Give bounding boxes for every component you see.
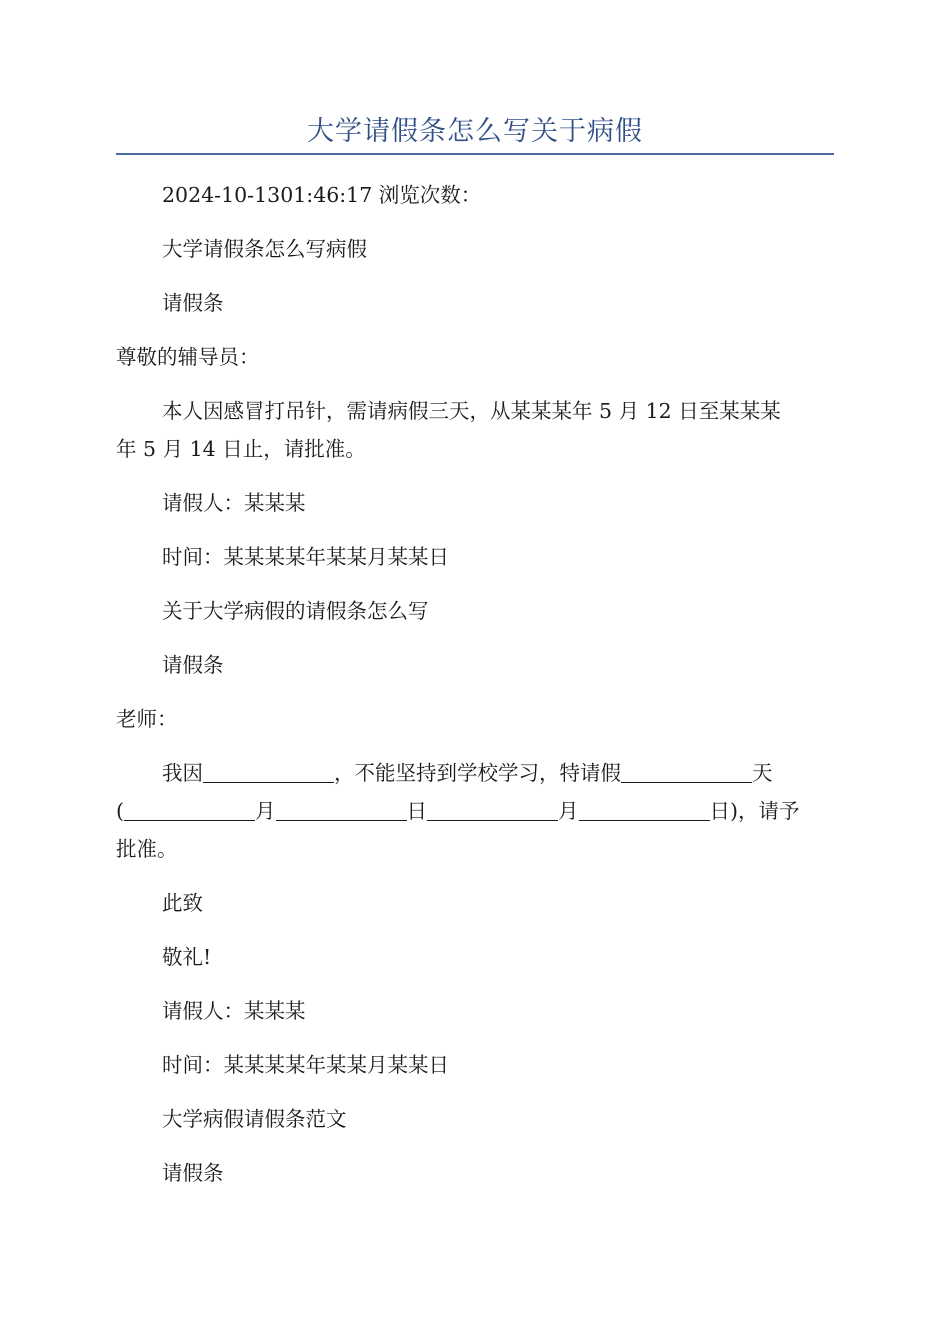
- fill-text: 天: [752, 761, 773, 785]
- start-month-blank: [124, 798, 255, 821]
- section2-closing1: 此致: [162, 891, 203, 915]
- section1-heading: 大学请假条怎么写病假: [162, 237, 367, 261]
- section1-body-line1: 本人因感冒打吊针，需请病假三天，从某某某年 5 月 12 日至某某某: [162, 399, 781, 423]
- section2-salutation: 老师：: [116, 707, 178, 731]
- section2-fill-line2: [116, 792, 834, 830]
- title-underline: [116, 153, 834, 155]
- section2-leave-title: 请假条: [162, 653, 224, 677]
- fill-text: 月: [255, 799, 276, 823]
- section1-body-line2: 年 5 月 14 日止，请批准。: [116, 437, 366, 461]
- reason-blank: [203, 760, 334, 783]
- section1-leave-title: 请假条: [162, 291, 224, 315]
- section3-heading: 大学病假请假条范文: [162, 1107, 347, 1131]
- section1-salutation: 尊敬的辅导员：: [116, 345, 260, 369]
- section2-fill-line1: [116, 754, 834, 792]
- document-title: 大学请假条怎么写关于病假: [307, 116, 643, 147]
- start-day-blank: [276, 798, 407, 821]
- section2-time: 时间：某某某某年某某月某某日: [162, 1053, 449, 1077]
- end-day-blank: [579, 798, 710, 821]
- end-month-blank: [427, 798, 558, 821]
- section2-heading: 关于大学病假的请假条怎么写: [162, 599, 429, 623]
- section1-requester: 请假人：某某某: [162, 491, 306, 515]
- fill-text: 月: [558, 799, 579, 823]
- section2-requester: 请假人：某某某: [162, 999, 306, 1023]
- meta-line: 2024-10-1301:46:17 浏览次数：: [162, 183, 482, 207]
- fill-text: 日)，请予: [709, 799, 800, 823]
- fill-text: 日: [406, 799, 427, 823]
- section3-leave-title: 请假条: [162, 1161, 224, 1185]
- section1-time: 时间：某某某某年某某月某某日: [162, 545, 449, 569]
- section2-closing2: 敬礼!: [162, 945, 212, 969]
- fill-text: (: [116, 799, 124, 823]
- days-blank: [621, 760, 752, 783]
- fill-text: ，不能坚持到学校学习，特请假: [334, 761, 621, 785]
- fill-text: 我因: [162, 761, 203, 785]
- section2-fill-line3: 批准。: [116, 837, 178, 861]
